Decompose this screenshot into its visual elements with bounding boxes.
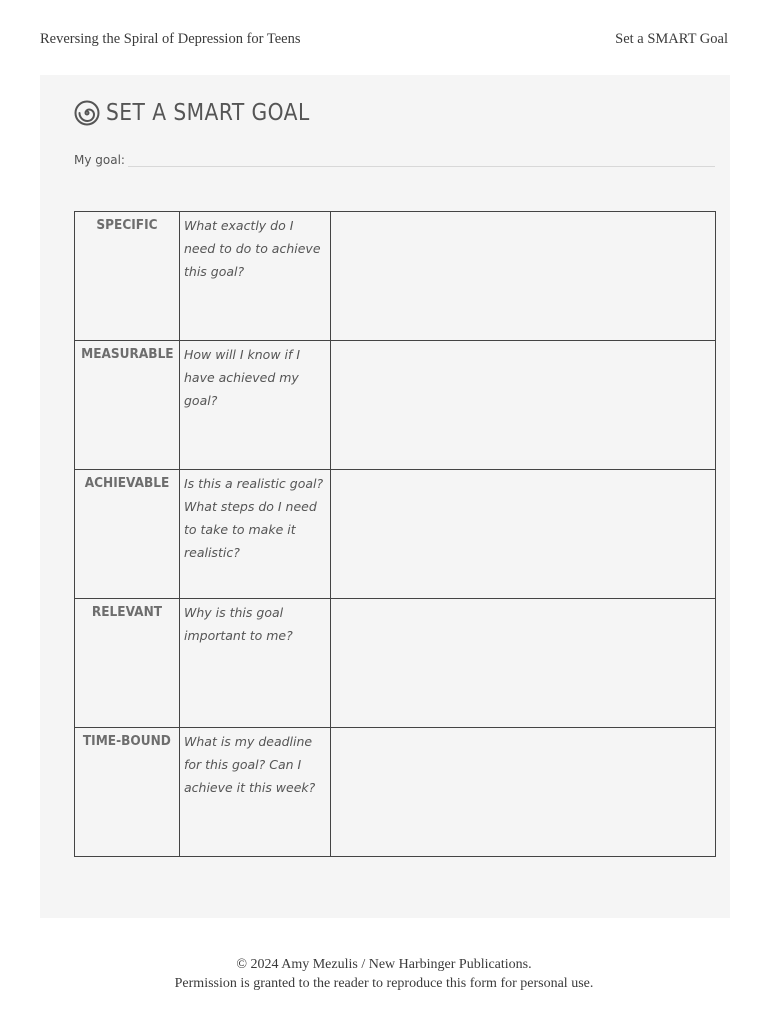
- row-prompt: What is my deadline for this goal? Can I achieve it this week?: [180, 728, 331, 857]
- spiral-icon: [74, 100, 100, 126]
- footer-copyright: © 2024 Amy Mezulis / New Harbinger Publications.: [236, 957, 532, 972]
- answer-cell[interactable]: [331, 728, 716, 857]
- page-title: SET A SMART GOAL: [106, 100, 310, 126]
- table-row-time-bound: [75, 728, 716, 857]
- row-prompt: Is this a realistic goal? What steps do I need to take to make it realistic?: [180, 470, 331, 599]
- row-heading: RELEVANT: [91, 604, 163, 620]
- goal-field-row: [74, 153, 715, 167]
- goal-label: My goal:: [74, 153, 125, 167]
- running-head-left: Reversing the Spiral of Depression for Teens: [40, 31, 301, 47]
- table-row-relevant: [75, 599, 716, 728]
- smart-goal-table: [74, 211, 716, 857]
- row-heading: ACHIEVABLE: [84, 475, 170, 491]
- table-row-measurable: [75, 341, 716, 470]
- running-head-right: Set a SMART Goal: [615, 31, 728, 47]
- row-heading: TIME-BOUND: [83, 733, 171, 749]
- row-prompt: Why is this goal important to me?: [180, 599, 331, 728]
- row-heading: MEASURABLE: [80, 346, 174, 362]
- footer-permission: Permission is granted to the reader to reproduce this form for personal use.: [174, 976, 594, 991]
- row-heading: SPECIFIC: [96, 217, 158, 233]
- table-row-specific: [75, 212, 716, 341]
- row-heading-cell: [75, 212, 180, 341]
- answer-cell[interactable]: [331, 212, 716, 341]
- goal-input-line[interactable]: [128, 153, 715, 167]
- row-prompt: How will I know if I have achieved my goal?: [180, 341, 331, 470]
- answer-cell[interactable]: [331, 599, 716, 728]
- row-heading-cell: [75, 728, 180, 857]
- row-prompt: What exactly do I need to do to achieve this goal?: [180, 212, 331, 341]
- answer-cell[interactable]: [331, 341, 716, 470]
- row-heading-cell: [75, 470, 180, 599]
- worksheet-title-row: [74, 97, 337, 129]
- table-row-achievable: [75, 470, 716, 599]
- answer-cell[interactable]: [331, 470, 716, 599]
- row-heading-cell: [75, 599, 180, 728]
- row-heading-cell: [75, 341, 180, 470]
